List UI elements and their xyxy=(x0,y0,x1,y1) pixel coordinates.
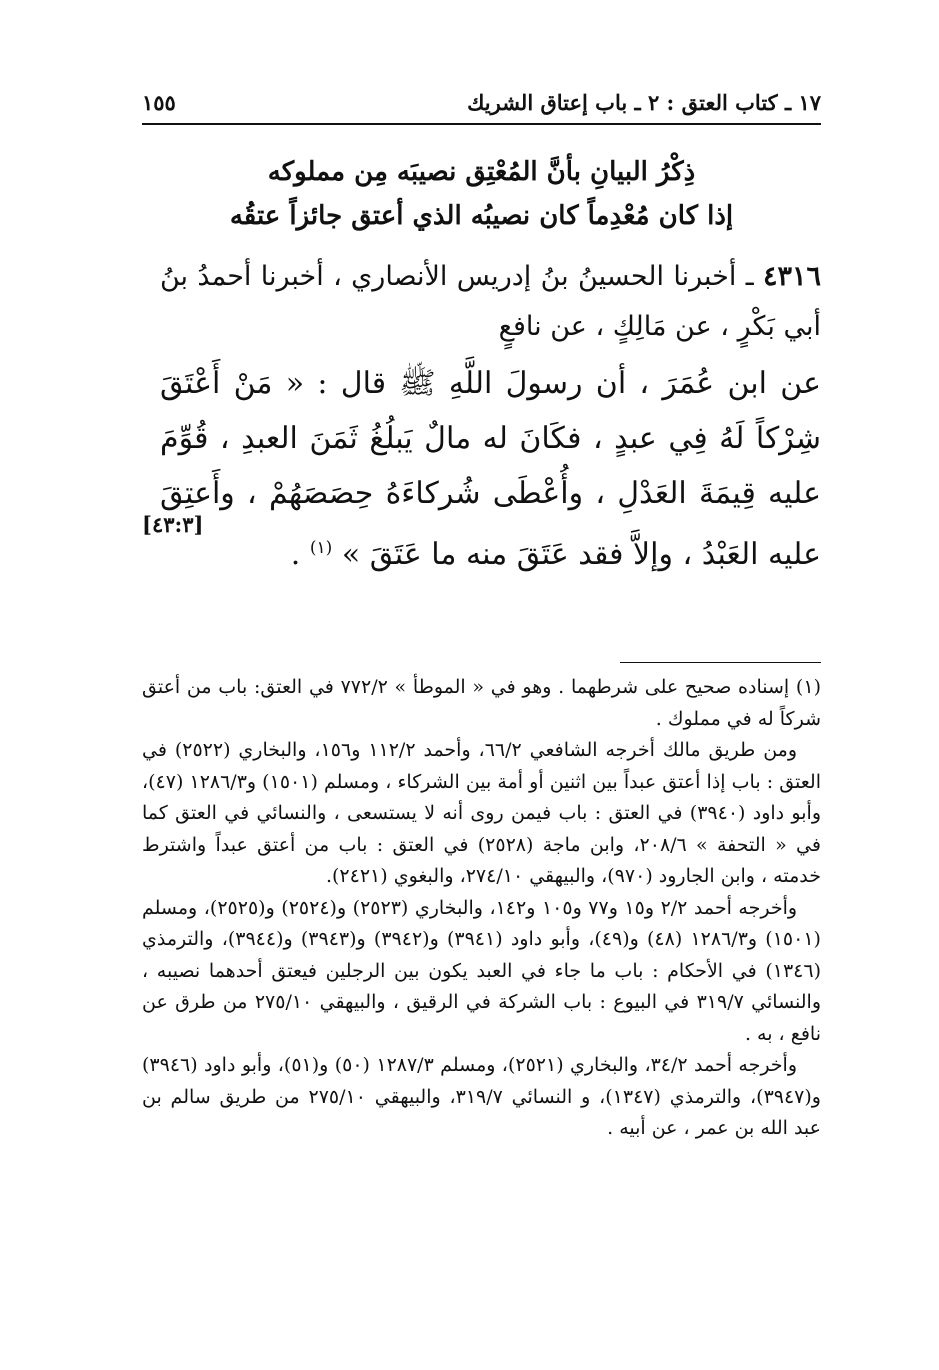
footnote-paragraph: (١) إسناده صحيح على شرطهما . وهو في « الموطأ » ٧٧٢/٢ في العتق: باب من أعتق شركاً له في مملوك . xyxy=(142,676,821,730)
page-number: ١٥٥ xyxy=(142,89,176,115)
source-reference: [٤٣:٣] xyxy=(142,512,204,537)
chapter-title-line-1: ذِكْرُ البيانِ بأنَّ المُعْتِق نصيبَه مِن مملوكه xyxy=(267,157,696,187)
footnote-divider xyxy=(620,662,821,663)
hadith-body xyxy=(160,356,821,582)
hadith-chain xyxy=(160,252,821,352)
hadith-end-punctuation: . xyxy=(290,537,301,572)
footnotes xyxy=(142,672,821,1145)
footnote-paragraph: وأخرجه أحمد ٢/٢ و١٥ و٧٧ و١٠٥ و١٤٢، والبخاري (٢٥٢٣) و(٢٥٢٤) و(٢٥٢٥)، ومسلم (١٥٠١) و١٢٨٦/٣ (٤٨) و(٤٩)، وأبو داود (٣٩٤١) و(٣٩٤٢) و(٣٩٤٣) و(٣٩٤٤)، والترمذي (١٣٤٦) في الأحكام : باب ما جاء في العبد يكون بين الرجلين فيعتق أحدهما نصيبه ، والنسائي ٣١٩/٧ في البيوع : باب الشركة في الرقيق ، والبيهقي ٢٧٥/١٠ من طرق عن نافع ، به . xyxy=(142,896,821,1045)
footnote-paragraph: وأخرجه أحمد ٣٤/٢، والبخاري (٢٥٢١)، ومسلم ١٢٨٧/٣ (٥٠) و(٥١)، وأبو داود (٣٩٤٦) و(٣٩٤٧)، والترمذي (١٣٤٧)، و النسائي ٣١٩/٧، والبيهقي ٢٧٥/١٠ من طريق سالم بن عبد الله بن عمر ، عن أبيه . xyxy=(142,1054,821,1139)
hadith-body-text: عن ابن عُمَرَ ، أن رسولَ اللَّهِ ﷺ قال : « مَنْ أَعْتَقَ شِرْكاً لَهُ فِي عبدٍ ، فكَانَ له مالٌ يَبلُغُ ثَمَنَ العبدِ ، قُوِّمَ عليه قِيمَةَ العَدْلِ ، وأُعْطَى شُركاءَهُ حِصَصَهُمْ ، وأَعتِقَ عليه العَبْدُ ، وإلاَّ فقد عَتَقَ منه ما عَتَقَ » xyxy=(160,366,821,572)
hadith-chain-text: ـ أخبرنا الحسينُ بنُ إدريس الأنصاري ، أخبرنا أحمدُ بنُ أبي بَكْرٍ ، عن مَالِكٍ ، عن نافعٍ xyxy=(160,261,821,342)
footnote-marker: (١) xyxy=(309,538,333,558)
chapter-title xyxy=(142,150,821,238)
hadith-number: ٤٣١٦ xyxy=(762,261,821,292)
footnote-paragraph: ومن طريق مالك أخرجه الشافعي ٦٦/٢، وأحمد ١١٢/٢ و١٥٦، والبخاري (٢٥٢٢) في العتق : باب إذا أعتق عبداً بين اثنين أو أمة بين الشركاء ، ومسلم (١٥٠١) و١٢٨٦/٣ (٤٧)، وأبو داود (٣٩٤٠) في العتق : باب فيمن روى أنه لا يستسعى ، والنسائي في العتق كما في « التحفة » ٢٠٨/٦، وابن ماجة (٢٥٢٨) في العتق : باب من أعتق عبداً واشترط خدمته ، وابن الجارود (٩٧٠)، والبيهقي ٢٧٤/١٠، والبغوي (٢٤٢١). xyxy=(142,739,822,887)
header-divider xyxy=(142,123,821,125)
chapter-title-line-2: إذا كان مُعْدِماً كان نصيبُه الذي أعتق جائزاً عتقُه xyxy=(229,201,734,231)
running-title: ١٧ ـ كتاب العتق : ٢ ـ باب إعتاق الشريك xyxy=(467,89,821,115)
page-header xyxy=(142,82,821,122)
